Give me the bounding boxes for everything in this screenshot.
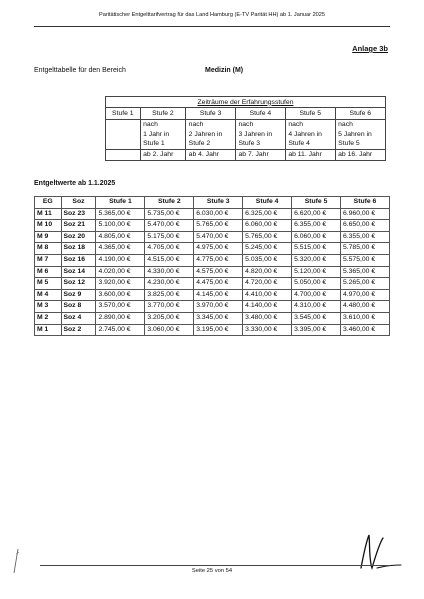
stufen-timing-cell: nach 4 Jahren in Stufe 4 bbox=[285, 119, 335, 149]
value-cell: 3.460,00 € bbox=[340, 324, 389, 336]
stufen-ab-cell: ab 7. Jahr bbox=[236, 149, 286, 160]
value-cell: 3.060,00 € bbox=[145, 324, 194, 336]
value-cell: 5.575,00 € bbox=[340, 254, 389, 266]
value-cell: 5.175,00 € bbox=[145, 231, 194, 243]
soz-cell: Soz 14 bbox=[61, 266, 96, 278]
stufen-timing-cell: nach 3 Jahren in Stufe 3 bbox=[236, 119, 286, 149]
value-cell: 6.030,00 € bbox=[194, 208, 243, 220]
value-cell: 5.785,00 € bbox=[340, 243, 389, 255]
value-cell: 4.720,00 € bbox=[243, 278, 292, 290]
value-cell: 3.570,00 € bbox=[96, 301, 145, 313]
value-cell: 4.575,00 € bbox=[194, 266, 243, 278]
stufen-header: Stufe 5 bbox=[285, 108, 335, 119]
eg-cell: M 8 bbox=[35, 243, 62, 255]
value-cell: 4.700,00 € bbox=[292, 289, 341, 301]
stufen-timing-cell: nach 2 Jahren in Stufe 2 bbox=[186, 119, 236, 149]
value-cell: 5.120,00 € bbox=[292, 266, 341, 278]
value-cell: 3.600,00 € bbox=[96, 289, 145, 301]
column-header: Stufe 6 bbox=[340, 197, 389, 209]
value-cell: 6.060,00 € bbox=[292, 231, 341, 243]
soz-cell: Soz 8 bbox=[61, 301, 96, 313]
stufen-header: Stufe 3 bbox=[186, 108, 236, 119]
value-cell: 4.970,00 € bbox=[340, 289, 389, 301]
value-cell: 4.975,00 € bbox=[194, 243, 243, 255]
table-row bbox=[35, 324, 390, 336]
value-cell: 4.365,00 € bbox=[96, 243, 145, 255]
value-cell: 5.320,00 € bbox=[292, 254, 341, 266]
value-cell: 5.100,00 € bbox=[96, 220, 145, 232]
column-header: Stufe 2 bbox=[145, 197, 194, 209]
value-cell: 3.770,00 € bbox=[145, 301, 194, 313]
value-cell: 4.140,00 € bbox=[243, 301, 292, 313]
value-cell: 2.890,00 € bbox=[96, 312, 145, 324]
soz-cell: Soz 9 bbox=[61, 289, 96, 301]
stufen-ab-cell: ab 11. Jahr bbox=[285, 149, 335, 160]
value-cell: 4.145,00 € bbox=[194, 289, 243, 301]
eg-cell: M 4 bbox=[35, 289, 62, 301]
header-divider bbox=[34, 26, 390, 27]
soz-cell: Soz 4 bbox=[61, 312, 96, 324]
soz-cell: Soz 2 bbox=[61, 324, 96, 336]
value-cell: 5.265,00 € bbox=[340, 278, 389, 290]
anlage-label: Anlage 3b bbox=[352, 44, 388, 53]
erfahrungsstufen-table bbox=[105, 96, 386, 161]
entgeltwerte-body bbox=[35, 208, 390, 336]
value-cell: 3.195,00 € bbox=[194, 324, 243, 336]
value-cell: 3.610,00 € bbox=[340, 312, 389, 324]
column-header: Stufe 3 bbox=[194, 197, 243, 209]
document-header: Paritätischer Entgelttarifvertrag für das Land Hamburg (E-TV Parität HH) ab 1. Januar 2025 bbox=[98, 12, 326, 18]
value-cell: 6.620,00 € bbox=[292, 208, 341, 220]
stufen-timing-cell: nach 5 Jahren in Stufe 5 bbox=[335, 119, 385, 149]
table-row bbox=[35, 243, 390, 255]
table-row bbox=[35, 220, 390, 232]
value-cell: 5.245,00 € bbox=[243, 243, 292, 255]
table-row bbox=[35, 266, 390, 278]
value-cell: 5.765,00 € bbox=[243, 231, 292, 243]
footer-divider bbox=[40, 565, 390, 566]
eg-cell: M 3 bbox=[35, 301, 62, 313]
value-cell: 3.345,00 € bbox=[194, 312, 243, 324]
page-number: Seite 25 von 54 bbox=[191, 568, 233, 574]
value-cell: 5.515,00 € bbox=[292, 243, 341, 255]
value-cell: 4.480,00 € bbox=[340, 301, 389, 313]
column-header: Stufe 1 bbox=[96, 197, 145, 209]
stufen-header: Stufe 2 bbox=[140, 108, 186, 119]
value-cell: 5.365,00 € bbox=[340, 266, 389, 278]
entgeltwerte-title: Entgeltwerte ab 1.1.2025 bbox=[34, 180, 116, 187]
value-cell: 5.765,00 € bbox=[194, 220, 243, 232]
stufen-header: Stufe 4 bbox=[236, 108, 286, 119]
column-header: Stufe 5 bbox=[292, 197, 341, 209]
margin-mark bbox=[12, 548, 20, 579]
value-cell: 4.190,00 € bbox=[96, 254, 145, 266]
eg-cell: M 1 bbox=[35, 324, 62, 336]
value-cell: 3.825,00 € bbox=[145, 289, 194, 301]
eg-cell: M 7 bbox=[35, 254, 62, 266]
soz-cell: Soz 23 bbox=[61, 208, 96, 220]
value-cell: 5.735,00 € bbox=[145, 208, 194, 220]
entgeltwerte-table bbox=[34, 196, 390, 336]
soz-cell: Soz 21 bbox=[61, 220, 96, 232]
table-row bbox=[35, 278, 390, 290]
eg-cell: M 6 bbox=[35, 266, 62, 278]
value-cell: 4.410,00 € bbox=[243, 289, 292, 301]
value-cell: 4.515,00 € bbox=[145, 254, 194, 266]
value-cell: 3.545,00 € bbox=[292, 312, 341, 324]
value-cell: 3.920,00 € bbox=[96, 278, 145, 290]
value-cell: 4.705,00 € bbox=[145, 243, 194, 255]
value-cell: 6.355,00 € bbox=[340, 231, 389, 243]
value-cell: 3.970,00 € bbox=[194, 301, 243, 313]
value-cell: 3.480,00 € bbox=[243, 312, 292, 324]
value-cell: 4.475,00 € bbox=[194, 278, 243, 290]
column-header: Soz bbox=[61, 197, 96, 209]
value-cell: 6.960,00 € bbox=[340, 208, 389, 220]
value-cell: 4.230,00 € bbox=[145, 278, 194, 290]
stufen-ab-cell: ab 4. Jahr bbox=[186, 149, 236, 160]
table-row bbox=[35, 254, 390, 266]
stufen-ab-cell bbox=[106, 149, 141, 160]
value-cell: 3.330,00 € bbox=[243, 324, 292, 336]
value-cell: 6.060,00 € bbox=[243, 220, 292, 232]
value-cell: 6.325,00 € bbox=[243, 208, 292, 220]
value-cell: 5.470,00 € bbox=[145, 220, 194, 232]
value-cell: 5.470,00 € bbox=[194, 231, 243, 243]
eg-cell: M 9 bbox=[35, 231, 62, 243]
value-cell: 6.355,00 € bbox=[292, 220, 341, 232]
stufen-header: Stufe 1 bbox=[106, 108, 141, 119]
table-row bbox=[35, 301, 390, 313]
soz-cell: Soz 12 bbox=[61, 278, 96, 290]
stufen-ab-cell: ab 2. Jahr bbox=[140, 149, 186, 160]
table-row bbox=[35, 208, 390, 220]
erfahrungsstufen-caption: Zeiträume der Erfahrungsstufen bbox=[106, 97, 386, 108]
soz-cell: Soz 20 bbox=[61, 231, 96, 243]
value-cell: 4.805,00 € bbox=[96, 231, 145, 243]
column-header: EG bbox=[35, 197, 62, 209]
stufen-timing-cell bbox=[106, 119, 141, 149]
value-cell: 4.820,00 € bbox=[243, 266, 292, 278]
entgeltwerte-header-row bbox=[35, 197, 390, 209]
value-cell: 4.775,00 € bbox=[194, 254, 243, 266]
value-cell: 4.020,00 € bbox=[96, 266, 145, 278]
eg-cell: M 11 bbox=[35, 208, 62, 220]
eg-cell: M 2 bbox=[35, 312, 62, 324]
value-cell: 5.035,00 € bbox=[243, 254, 292, 266]
stufen-ab-cell: ab 16. Jahr bbox=[335, 149, 385, 160]
value-cell: 4.330,00 € bbox=[145, 266, 194, 278]
eg-cell: M 5 bbox=[35, 278, 62, 290]
value-cell: 2.745,00 € bbox=[96, 324, 145, 336]
stufen-header: Stufe 6 bbox=[335, 108, 385, 119]
table-row bbox=[35, 312, 390, 324]
table-row bbox=[35, 231, 390, 243]
soz-cell: Soz 18 bbox=[61, 243, 96, 255]
bereich-value: Medizin (M) bbox=[205, 67, 244, 74]
value-cell: 3.395,00 € bbox=[292, 324, 341, 336]
bereich-label: Entgelttabelle für den Bereich bbox=[34, 67, 126, 74]
stufen-timing-cell: nach 1 Jahr in Stufe 1 bbox=[140, 119, 186, 149]
table-row bbox=[35, 289, 390, 301]
value-cell: 3.205,00 € bbox=[145, 312, 194, 324]
value-cell: 4.310,00 € bbox=[292, 301, 341, 313]
value-cell: 6.650,00 € bbox=[340, 220, 389, 232]
eg-cell: M 10 bbox=[35, 220, 62, 232]
column-header: Stufe 4 bbox=[243, 197, 292, 209]
soz-cell: Soz 16 bbox=[61, 254, 96, 266]
value-cell: 5.050,00 € bbox=[292, 278, 341, 290]
value-cell: 5.365,00 € bbox=[96, 208, 145, 220]
